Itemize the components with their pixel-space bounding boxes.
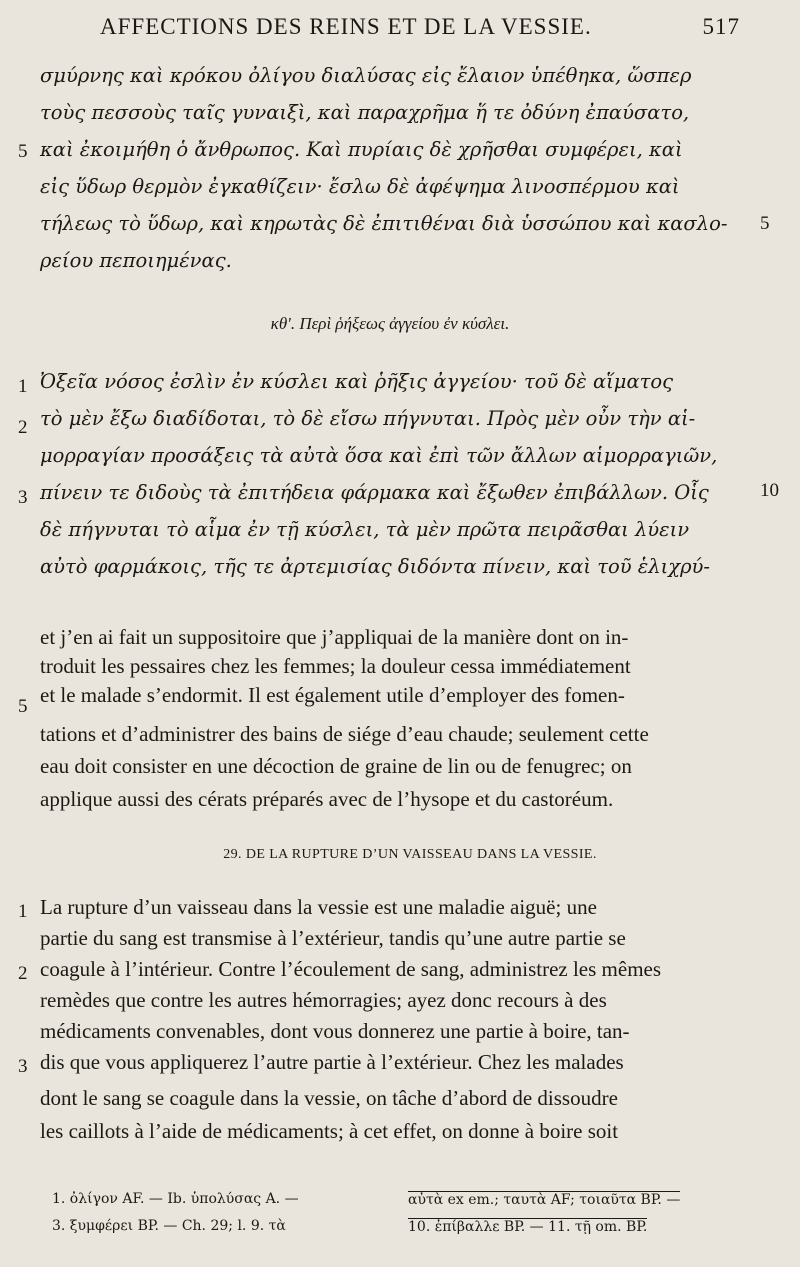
french-line: remèdes que contre les autres hémorragies; ayez donc recours à des [40,988,607,1012]
footnote-line: 1. ὀλίγον AF. — Ib. ὑπολύσας A. — [52,1191,299,1207]
french-line: troduit les pessaires chez les femmes; la douleur cessa immédiatement [40,654,631,678]
greek-line: εἰς ὕδωρ θερμὸν ἐγκαθίζειν· ἔσλω δὲ ἀφέψημα λινοσπέρμου καὶ [40,175,680,198]
greek-line: αὐτὸ φαρμάκοις, τῆς τε ἀρτεμισίας διδόντα πίνειν, καὶ τοῦ ἑλιχρύ- [40,555,710,578]
french-line: applique aussi des cérats préparés avec de l’hysope et du castoréum. [40,787,614,811]
footnote-line: 3. ξυμφέρει BP. — Ch. 29; l. 9. τὰ [52,1218,286,1234]
greek-line: σμύρνης καὶ κρόκου ὀλίγου διαλύσας εἰς ἔλαιον ὑπέθηκα, ὥσπερ [40,64,692,87]
french-chapter-heading: 29. DE LA RUPTURE D’UN VAISSEAU DANS LA VESSIE. [223,847,597,862]
french-line: dis que vous appliquerez l’autre partie à l’extérieur. Chez les malades [40,1050,624,1074]
line-number: 5 [18,141,28,162]
running-title: AFFECTIONS DES REINS ET DE LA VESSIE. [100,14,592,39]
greek-line: τήλεως τὸ ὕδωρ, καὶ κηρωτὰς δὲ ἐπιτιθέναι διὰ ὑσσώπου καὶ κασλο- [40,212,728,235]
greek-line: τοὺς πεσσοὺς ταῖς γυναιξὶ, καὶ παραχρῆμα ἥ τε ὀδύνη ἐπαύσατο, [40,101,690,124]
greek-line: καὶ ἐκοιμήθη ὁ ἄνθρωπος. Καὶ πυρίαις δὲ χρῆσθαι συμφέρει, καὶ [40,138,683,161]
footnote-line: 10. ἐπίβαλλε BP. — 11. τῇ om. BP. [408,1219,648,1235]
french-line: La rupture d’un vaisseau dans la vessie est une maladie aiguë; une [40,895,597,919]
page-number: 517 [702,14,740,39]
line-number: 2 [18,963,28,984]
line-number: 10 [760,480,779,501]
french-line: médicaments convenables, dont vous donnerez une partie à boire, tan- [40,1019,630,1043]
line-number: 1 [18,376,28,397]
french-line: eau doit consister en une décoction de graine de lin ou de fenugrec; on [40,754,632,778]
greek-line: Ὀξεῖα νόσος ἐσλὶν ἐν κύσλει καὶ ῥῆξις ἀγγείου· τοῦ δὲ αἵματος [40,370,674,393]
line-number: 1 [18,901,28,922]
greek-line: πίνειν τε διδοὺς τὰ ἐπιτήδεια φάρμακα καὶ ἔξωθεν ἐπιβάλλων. Οἷς [40,481,709,504]
line-number: 5 [760,213,770,234]
greek-chapter-heading: κθʹ. Περὶ ῥήξεως ἀγγείου ἐν κύσλει. [270,314,510,333]
french-line: coagule à l’intérieur. Contre l’écoulement de sang, administrez les mêmes [40,957,662,981]
french-line: dont le sang se coagule dans la vessie, on tâche d’abord de dissoudre [40,1086,618,1110]
french-line: tations et d’administrer des bains de siége d’eau chaude; seulement cette [40,722,649,746]
french-line: et le malade s’endormit. Il est également utile d’employer des fomen- [40,683,625,707]
line-number: 3 [18,1056,28,1077]
line-number: 3 [18,487,28,508]
footnote-line: αὐτὰ ex em.; ταυτὰ AF; τοιαῦτα BP. — [408,1192,681,1208]
greek-line: τὸ μὲν ἔξω διαδίδοται, τὸ δὲ εἴσω πήγνυται. Πρὸς μὲν οὖν τὴν αἱ- [40,407,696,430]
line-number: 2 [18,417,28,438]
greek-line: ρείου πεποιημένας. [40,249,232,272]
greek-line: μορραγίαν προσάξεις τὰ αὐτὰ ὅσα καὶ ἐπὶ τῶν ἄλλων αἱμορραγιῶν, [40,444,718,467]
french-line: et j’en ai fait un suppositoire que j’appliquai de la manière dont on in- [40,625,629,649]
french-line: les caillots à l’aide de médicaments; à cet effet, on donne à boire soit [40,1119,619,1143]
line-number: 5 [18,696,28,717]
french-line: partie du sang est transmise à l’extérieur, tandis qu’une autre partie se [40,926,626,950]
greek-line: δὲ πήγνυται τὸ αἷμα ἐν τῇ κύσλει, τὰ μὲν πρῶτα πειρᾶσθαι λύειν [40,518,690,541]
